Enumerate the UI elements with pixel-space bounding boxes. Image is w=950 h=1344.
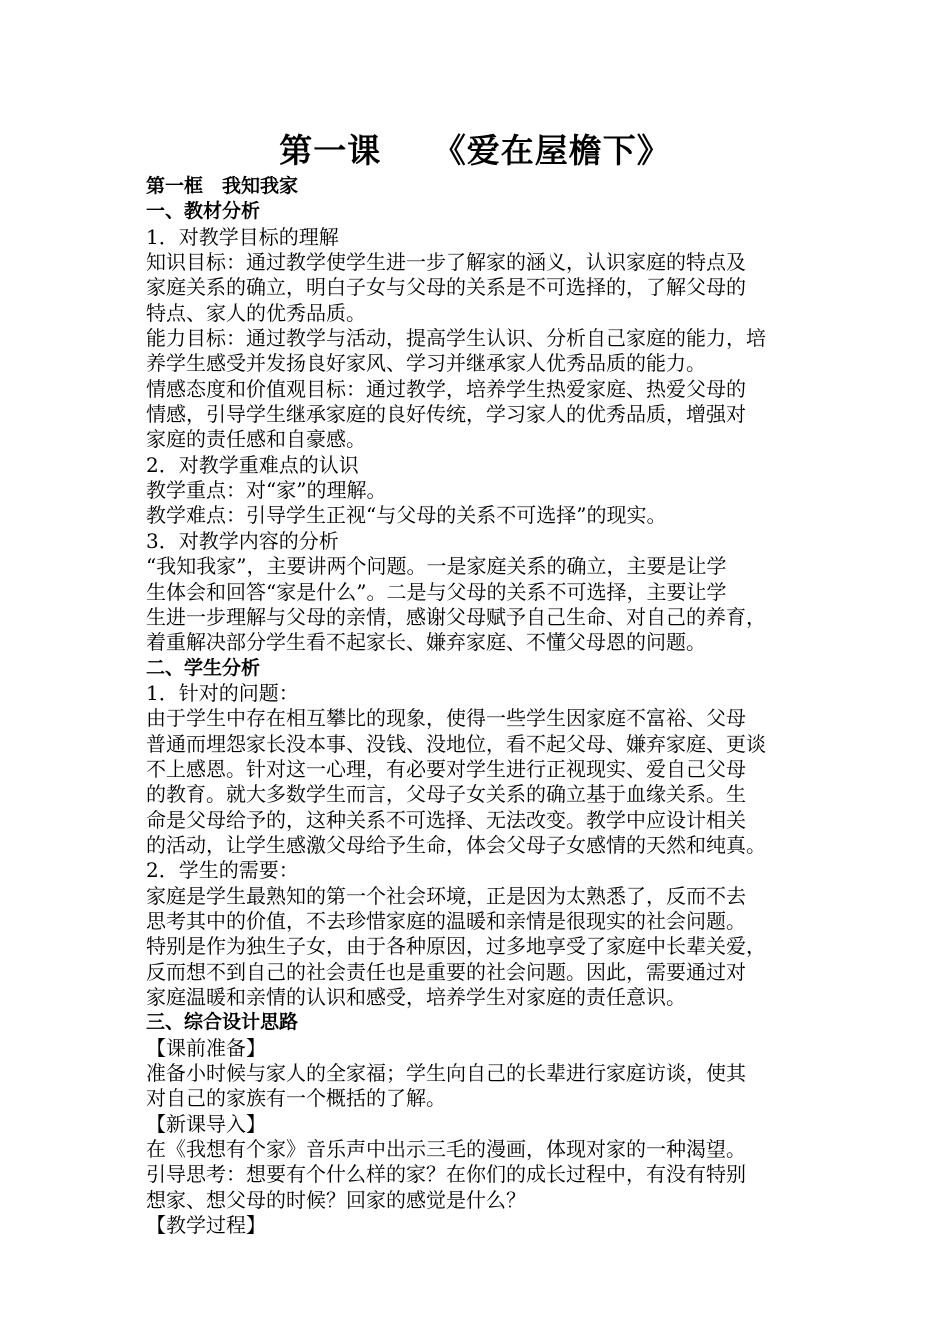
text-line: 由于学生中存在相互攀比的现象，使得一些学生因家庭不富裕、父母: [146, 706, 746, 731]
text-line: 教学重点：对“家”的理解。: [146, 478, 387, 503]
text-line: 【课前准备】: [146, 1035, 266, 1060]
text-line: 教学难点：引导学生正视“与父母的关系不可选择”的现实。: [146, 503, 667, 528]
section-heading: 三、综合设计思路: [146, 1011, 299, 1034]
text-line: 思考其中的价值，不去珍惜家庭的温暖和亲情是很现实的社会问题。: [146, 908, 746, 933]
text-line: 家庭关系的确立，明白子女与父母的关系是不可选择的，了解父母的: [146, 275, 746, 300]
text-line: 对自己的家族有一个概括的了解。: [146, 1086, 446, 1111]
text-line: 家庭是学生最熟知的第一个社会环境，正是因为太熟悉了，反而不去: [146, 883, 746, 908]
text-line: 知识目标：通过教学使学生进一步了解家的涵义，认识家庭的特点及: [146, 250, 746, 275]
text-line: 情感，引导学生继承家庭的良好传统，学习家人的优秀品质，增强对: [146, 402, 746, 427]
text-line: 情感态度和价值观目标：通过教学，培养学生热爱家庭、热爱父母的: [146, 376, 746, 401]
text-line: 养学生感受并发扬良好家风、学习并继承家人优秀品质的能力。: [146, 351, 706, 376]
text-line: 【教学过程】: [146, 1213, 266, 1238]
text-line: 命是父母给予的，这种关系不可选择、无法改变。教学中应设计相关: [146, 807, 746, 832]
text-line: 想家、想父母的时候？回家的感觉是什么？: [146, 1187, 526, 1212]
text-line: 生进一步理解与父母的亲情，感谢父母赋予自己生命、对自己的养育，: [146, 604, 766, 629]
section-heading: 二、学生分析: [146, 656, 261, 679]
text-line: 【新课导入】: [146, 1111, 266, 1136]
text-line: 在《我想有个家》音乐声中出示三毛的漫画，体现对家的一种渴望。: [146, 1137, 746, 1162]
text-line: 2．对教学重难点的认识: [146, 452, 359, 477]
text-line: 家庭温暖和亲情的认识和感受，培养学生对家庭的责任意识。: [146, 985, 686, 1009]
text-line: 家庭的责任感和自豪感。: [146, 427, 366, 452]
text-line: 引导思考：想要有个什么样的家？在你们的成长过程中，有没有特别: [146, 1162, 746, 1187]
text-line: 着重解决部分学生看不起家长、嫌弃家庭、不懂父母恩的问题。: [146, 630, 706, 655]
page-title: 第一课 《爱在屋檐下》: [279, 131, 671, 170]
text-line: 准备小时候与家人的全家福；学生向自己的长辈进行家庭访谈，使其: [146, 1061, 746, 1086]
text-line: 的活动，让学生感激父母给予生命，体会父母子女感情的天然和纯真。: [146, 832, 766, 857]
text-line: 1．针对的问题：: [146, 680, 299, 705]
text-line: 特别是作为独生子女，由于各种原因，过多地享受了家庭中长辈关爱，: [146, 934, 766, 959]
text-line: 1．对教学目标的理解: [146, 224, 339, 249]
text-line: 的教育。就大多数学生而言，父母子女关系的确立基于血缘关系。生: [146, 782, 746, 807]
text-line: 特点、家人的优秀品质。: [146, 300, 366, 325]
text-line: “我知我家”，主要讲两个问题。一是家庭关系的确立，主要是让学: [146, 554, 727, 579]
text-line: 不上感恩。针对这一心理，有必要对学生进行正视现实、爱自己父母: [146, 756, 746, 781]
section-heading: 一、教材分析: [146, 200, 261, 223]
text-line: 3．对教学内容的分析: [146, 528, 339, 553]
text-line: 生体会和回答“家是什么”。二是与父母的关系不可选择，主要让学: [146, 579, 727, 604]
text-line: 能力目标：通过教学与活动，提高学生认识、分析自己家庭的能力，培: [146, 326, 766, 351]
section-heading: 第一框 我知我家: [146, 175, 299, 197]
text-line: 2．学生的需要：: [146, 858, 299, 883]
document-body: [146, 174, 818, 1238]
text-line: 普通而埋怨家长没本事、没钱、没地位，看不起父母、嫌弃家庭、更谈: [146, 731, 766, 756]
text-line: 反而想不到自己的社会责任也是重要的社会问题。因此，需要通过对: [146, 959, 746, 984]
